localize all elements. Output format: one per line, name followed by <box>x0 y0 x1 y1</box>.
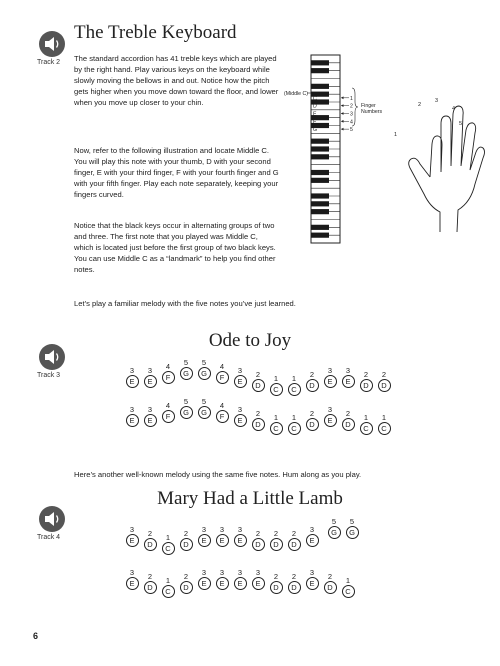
note <box>125 525 139 547</box>
note-finger-number: 3 <box>129 525 135 534</box>
note-letter: C <box>288 422 301 435</box>
track-label: Track 3 <box>37 372 61 379</box>
note-finger-number: 3 <box>309 568 315 577</box>
note-letter: C <box>378 422 391 435</box>
note-letter: E <box>216 534 229 547</box>
hand-finger-number: 4 <box>452 106 456 112</box>
arrow-icon <box>341 104 344 107</box>
note-letter: D <box>306 379 319 392</box>
track-label: Track 4 <box>37 534 61 541</box>
track-label: Track 2 <box>37 59 61 66</box>
note <box>287 572 301 594</box>
note-finger-number: 5 <box>201 358 207 367</box>
note-finger-number: 5 <box>183 358 189 367</box>
key-letter-c: C <box>313 95 317 102</box>
hand-finger-number: 1 <box>394 132 398 138</box>
note-letter: C <box>162 585 175 598</box>
note-letter: D <box>252 418 265 431</box>
note-finger-number: 3 <box>309 525 315 534</box>
note <box>359 413 373 435</box>
hand-finger-number: 3 <box>435 98 439 104</box>
note <box>215 568 229 590</box>
note-finger-number: 1 <box>345 576 351 585</box>
note <box>287 529 301 551</box>
note-finger-number: 3 <box>129 568 135 577</box>
note <box>251 568 265 590</box>
note-finger-number: 2 <box>363 370 369 379</box>
note-letter: G <box>198 406 211 419</box>
paragraph-melody-intro: Let’s play a familiar melody with the five notes you’ve just learned. <box>74 299 296 308</box>
note-finger-number: 2 <box>147 529 153 538</box>
note <box>161 401 175 423</box>
paragraph-black-keys: Notice that the black keys occur in alternating groups of two and three. The first note that you played was Middle C, which is located just before the first group of two black keys. You can use Middle C as a “landmark” to help you find other notes. <box>74 221 276 274</box>
note-finger-number: 2 <box>255 370 261 379</box>
note-letter: E <box>198 577 211 590</box>
note-finger-number: 1 <box>381 413 387 422</box>
note-letter: D <box>360 379 373 392</box>
note-finger-number: 5 <box>349 517 355 526</box>
note-letter: F <box>216 410 229 423</box>
black-key <box>311 178 329 183</box>
note-finger-number: 2 <box>291 529 297 538</box>
note <box>287 413 301 435</box>
note-letter: D <box>324 581 337 594</box>
black-key <box>311 201 329 206</box>
note <box>251 370 265 392</box>
note-finger-number: 1 <box>291 413 297 422</box>
note-finger-number: 2 <box>291 572 297 581</box>
note-letter: D <box>180 538 193 551</box>
note-finger-number: 1 <box>273 374 279 383</box>
note-letter: D <box>252 379 265 392</box>
note-letter: F <box>162 410 175 423</box>
note <box>179 397 193 419</box>
note-letter: E <box>126 577 139 590</box>
note <box>305 409 319 431</box>
note-finger-number: 3 <box>129 405 135 414</box>
note <box>179 358 193 380</box>
note-letter: E <box>144 414 157 427</box>
arrow-icon <box>341 120 344 123</box>
note <box>287 374 301 396</box>
note-letter: E <box>252 577 265 590</box>
note-finger-number: 3 <box>147 366 153 375</box>
finger-label-1: Finger <box>361 103 376 109</box>
note-finger-number: 3 <box>345 366 351 375</box>
note-finger-number: 3 <box>327 366 333 375</box>
song-title-mary-had-a-little-lamb: Mary Had a Little Lamb <box>157 488 343 509</box>
note-finger-number: 2 <box>255 409 261 418</box>
note-letter: G <box>180 406 193 419</box>
note-letter: E <box>234 534 247 547</box>
black-key <box>311 60 329 65</box>
paragraph-middle-c: Now, refer to the following illustration and locate Middle C. You will play this note with your thumb, D with your second finger, E with your third finger, F with your fourth finger and G with your fifth finger. Play each note separately, keeping your fingers curved. <box>74 146 279 199</box>
note-letter: C <box>342 585 355 598</box>
black-key <box>311 154 329 159</box>
note <box>233 568 247 590</box>
note <box>233 405 247 427</box>
note-letter: F <box>216 371 229 384</box>
note-letter: D <box>180 581 193 594</box>
note-finger-number: 2 <box>381 370 387 379</box>
finger-number: 4 <box>350 119 353 126</box>
note <box>269 529 283 551</box>
hand-icon <box>409 106 485 232</box>
note-letter: D <box>252 538 265 551</box>
note-letter: G <box>180 367 193 380</box>
note-finger-number: 3 <box>201 568 207 577</box>
note-finger-number: 2 <box>255 529 261 538</box>
page-title: The Treble Keyboard <box>74 22 237 43</box>
note-finger-number: 4 <box>165 401 171 410</box>
note-letter: E <box>234 375 247 388</box>
key-letter-d: D <box>313 103 317 110</box>
keyboard-diagram <box>270 52 495 248</box>
speaker-icon[interactable] <box>38 30 66 58</box>
note-finger-number: 2 <box>309 409 315 418</box>
note <box>215 525 229 547</box>
note-letter: D <box>306 418 319 431</box>
note-letter: D <box>270 538 283 551</box>
note-finger-number: 2 <box>183 572 189 581</box>
note-finger-number: 3 <box>219 568 225 577</box>
note <box>179 572 193 594</box>
note-finger-number: 5 <box>331 517 337 526</box>
note-finger-number: 1 <box>165 533 171 542</box>
note-letter: E <box>306 577 319 590</box>
note <box>125 405 139 427</box>
black-key <box>311 170 329 175</box>
note <box>143 572 157 594</box>
note-letter: E <box>216 577 229 590</box>
note <box>305 568 319 590</box>
note-finger-number: 1 <box>363 413 369 422</box>
note-finger-number: 5 <box>183 397 189 406</box>
note-finger-number: 1 <box>273 413 279 422</box>
note-letter: C <box>270 383 283 396</box>
note <box>341 366 355 388</box>
note-letter: E <box>306 534 319 547</box>
note-letter: E <box>324 414 337 427</box>
note <box>161 533 175 555</box>
hand-finger-number: 2 <box>418 102 422 108</box>
note-finger-number: 1 <box>291 374 297 383</box>
note-letter: D <box>270 581 283 594</box>
note <box>233 366 247 388</box>
note-letter: C <box>162 542 175 555</box>
black-key <box>311 209 329 214</box>
black-key <box>311 84 329 89</box>
note <box>269 374 283 396</box>
note <box>197 568 211 590</box>
finger-number: 3 <box>350 111 353 118</box>
note-letter: F <box>162 371 175 384</box>
note-letter: E <box>234 577 247 590</box>
note <box>323 572 337 594</box>
note-letter: G <box>328 526 341 539</box>
note-letter: C <box>270 422 283 435</box>
note <box>197 397 211 419</box>
note <box>341 409 355 431</box>
note <box>251 409 265 431</box>
note-letter: D <box>378 379 391 392</box>
note-letter: E <box>342 375 355 388</box>
note-finger-number: 2 <box>309 370 315 379</box>
note-finger-number: 3 <box>201 525 207 534</box>
finger-number: 2 <box>350 103 353 110</box>
note-letter: G <box>198 367 211 380</box>
note <box>377 413 391 435</box>
note <box>215 362 229 384</box>
note <box>215 401 229 423</box>
note <box>251 529 265 551</box>
note-finger-number: 3 <box>129 366 135 375</box>
finger-label-2: Numbers <box>361 109 383 115</box>
note <box>323 366 337 388</box>
black-key <box>311 68 329 73</box>
note-finger-number: 2 <box>273 529 279 538</box>
note <box>179 529 193 551</box>
note <box>125 366 139 388</box>
note-letter: E <box>234 414 247 427</box>
note <box>341 576 355 598</box>
note <box>197 525 211 547</box>
note-letter: C <box>360 422 373 435</box>
note-letter: E <box>144 375 157 388</box>
note <box>269 572 283 594</box>
note-finger-number: 3 <box>237 525 243 534</box>
arrow-icon <box>341 128 344 131</box>
note <box>305 370 319 392</box>
note-finger-number: 3 <box>219 525 225 534</box>
key-letter-f: F <box>313 119 317 126</box>
note-finger-number: 2 <box>273 572 279 581</box>
note <box>197 358 211 380</box>
note-letter: D <box>144 538 157 551</box>
finger-number: 5 <box>350 127 353 134</box>
note <box>359 370 373 392</box>
paragraph-melody-intro-2: Here’s another well-known melody using the same five notes. Hum along as you play. <box>74 470 362 479</box>
note <box>161 576 175 598</box>
note <box>327 517 341 539</box>
note <box>345 517 359 539</box>
note-finger-number: 2 <box>345 409 351 418</box>
note <box>305 525 319 547</box>
note-finger-number: 4 <box>219 362 225 371</box>
note-finger-number: 4 <box>165 362 171 371</box>
note-finger-number: 3 <box>237 366 243 375</box>
finger-number: 1 <box>350 95 353 102</box>
note-finger-number: 2 <box>327 572 333 581</box>
key-letter-g: G <box>313 127 318 134</box>
note-letter: D <box>342 418 355 431</box>
note-letter: E <box>126 414 139 427</box>
note-letter: D <box>288 538 301 551</box>
note <box>269 413 283 435</box>
note <box>233 525 247 547</box>
arrow-icon <box>341 112 344 115</box>
note-finger-number: 3 <box>147 405 153 414</box>
black-key <box>311 146 329 151</box>
note-letter: G <box>346 526 359 539</box>
middle-c-label: (Middle C) <box>284 91 308 97</box>
note-letter: D <box>144 581 157 594</box>
black-key <box>311 233 329 238</box>
key-letter-e: E <box>313 111 317 118</box>
note <box>323 405 337 427</box>
paragraph-intro: The standard accordion has 41 treble keys which are played by the right hand. Play various keys on the keyboard while slowly moving the bellows in and out. Notice how the pitch gets higher when you move down toward the floor, and lower when you move up closer to your chin. <box>74 54 279 107</box>
note-finger-number: 3 <box>237 405 243 414</box>
black-key <box>311 139 329 144</box>
note-letter: D <box>288 581 301 594</box>
keyboard <box>311 55 340 243</box>
note <box>377 370 391 392</box>
note-finger-number: 3 <box>327 405 333 414</box>
note-letter: E <box>126 534 139 547</box>
black-key <box>311 225 329 230</box>
note <box>161 362 175 384</box>
note-finger-number: 3 <box>255 568 261 577</box>
song-title-ode-to-joy: Ode to Joy <box>208 330 292 351</box>
note-letter: E <box>324 375 337 388</box>
note <box>143 405 157 427</box>
note-finger-number: 4 <box>219 401 225 410</box>
note-letter: E <box>198 534 211 547</box>
hand-finger-number: 5 <box>459 121 463 127</box>
note-finger-number: 5 <box>201 397 207 406</box>
note-finger-number: 3 <box>237 568 243 577</box>
note <box>125 568 139 590</box>
note <box>143 366 157 388</box>
page-number: 6 <box>33 631 39 641</box>
black-key <box>311 193 329 198</box>
arrow-icon <box>341 96 344 99</box>
note-letter: C <box>288 383 301 396</box>
note-finger-number: 2 <box>147 572 153 581</box>
note-letter: E <box>126 375 139 388</box>
note-finger-number: 2 <box>183 529 189 538</box>
note-finger-number: 1 <box>165 576 171 585</box>
note <box>143 529 157 551</box>
